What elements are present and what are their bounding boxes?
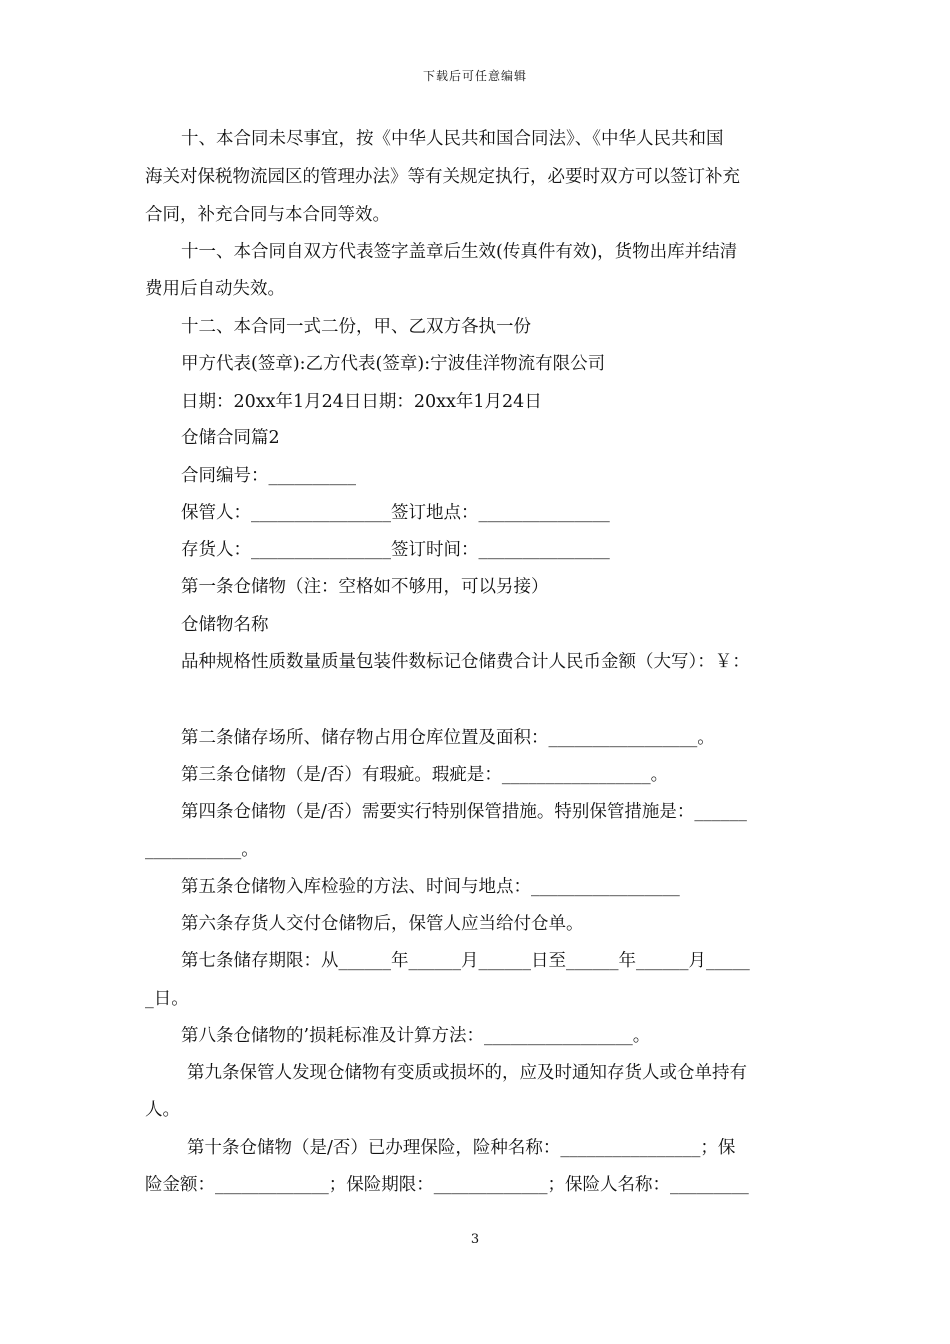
paragraph-line: 仓储物名称: [181, 615, 269, 635]
paragraph-line: 甲方代表(签章):乙方代表(签章):宁波佳洋物流有限公司: [181, 354, 606, 374]
paragraph-line: 存货人：________________签订时间：_______________: [181, 540, 610, 560]
paragraph-line: 第四条仓储物（是/否）需要实行特别保管措施。特别保管措施是：______: [181, 802, 747, 822]
paragraph-line: 第六条存货人交付仓储物后，保管人应当给付仓单。: [181, 914, 584, 934]
paragraph-line: 十二、本合同一式二份，甲、乙双方各执一份: [181, 317, 531, 337]
paragraph-line: ___________。: [145, 840, 259, 860]
paragraph-line: 第九条保管人发现仓储物有变质或损坏的，应及时通知存货人或仓单持有: [187, 1063, 747, 1083]
paragraph-line: 十一、本合同自双方代表签字盖章后生效(传真件有效)，货物出库并结清: [181, 242, 738, 262]
paragraph-line: 第八条仓储物的’损耗标准及计算方法：_________________。: [181, 1026, 651, 1046]
paragraph-line: 第三条仓储物（是/否）有瑕疵。瑕疵是：_________________。: [181, 765, 669, 785]
paragraph-line: 合同，补充合同与本合同等效。: [145, 205, 390, 225]
page-header: 下载后可任意编辑: [422, 69, 527, 83]
paragraph-line: 人。: [145, 1100, 180, 1120]
page-number: 3: [470, 1232, 480, 1247]
paragraph-line: 第七条储存期限：从______年______月______日至______年______月_____: [181, 951, 750, 971]
paragraph-line: 第二条储存场所、储存物占用仓库位置及面积：_________________。: [181, 728, 715, 748]
paragraph-line: 第十条仓储物（是/否）已办理保险，险种名称：________________；保: [187, 1138, 736, 1158]
paragraph-line: _日。: [145, 989, 189, 1009]
paragraph-line: 合同编号：__________: [181, 466, 356, 486]
paragraph-line: 品种规格性质数量质量包装件数标记仓储费合计人民币金额（大写）：￥：: [181, 652, 750, 672]
paragraph-line: 海关对保税物流园区的管理办法》等有关规定执行，必要时双方可以签订补充: [145, 167, 740, 187]
paragraph-line: 十、本合同未尽事宜，按《中华人民共和国合同法》、《中华人民共和国: [181, 129, 724, 149]
paragraph-line: 险金额：_____________；保险期限：_____________；保险人名称：_________: [145, 1175, 749, 1195]
section-title: 仓储合同篇2: [181, 428, 280, 448]
paragraph-line: 保管人：________________签订地点：_______________: [181, 503, 610, 523]
paragraph-line: 费用后自动失效。: [145, 279, 285, 299]
paragraph-line: 第一条仓储物（注：空格如不够用，可以另接）: [181, 577, 549, 597]
paragraph-line: 日期：20xx年1月24日日期：20xx年1月24日: [181, 392, 542, 412]
paragraph-line: 第五条仓储物入库检验的方法、时间与地点：_________________: [181, 877, 680, 897]
